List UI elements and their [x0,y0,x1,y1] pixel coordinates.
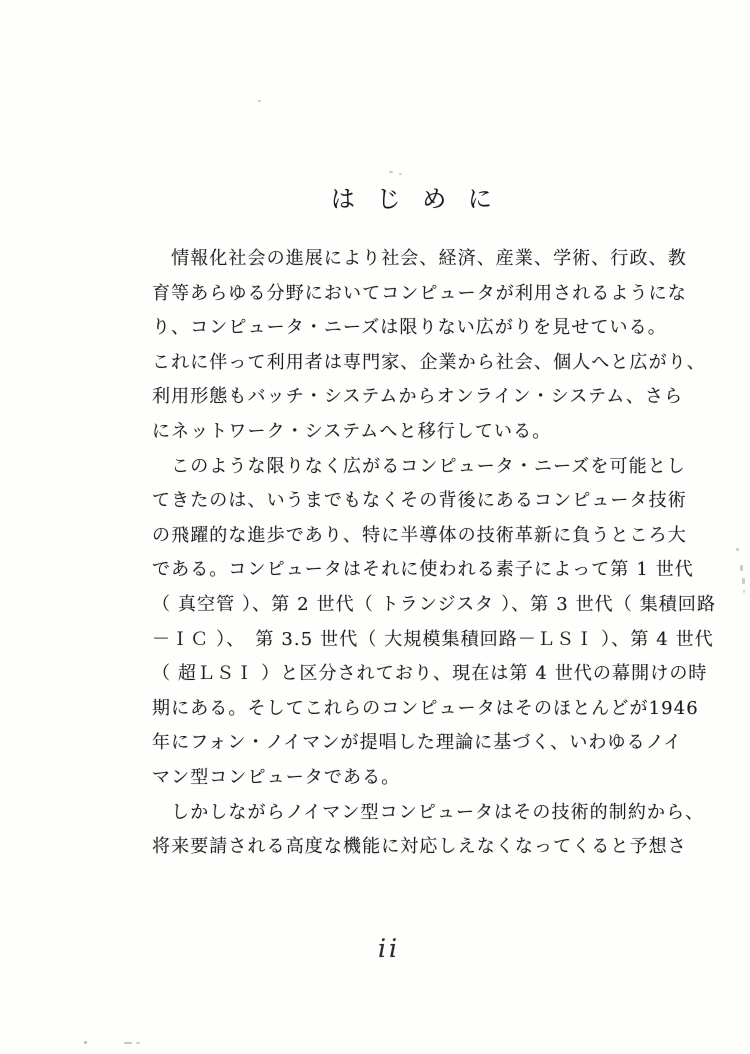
body-line: このような限りなく広がるコンピュータ・ニーズを可能とし [152,455,686,477]
body-line: の飛躍的な進歩であり、特に半導体の技術革新に負うところ大 [152,524,687,546]
body-line: である。コンピュータはそれに使われる素子によって第 1 世代 [152,559,694,581]
scan-speck [740,565,743,571]
scan-speck [743,590,745,593]
scan-speck [389,171,393,173]
body-line: 利用形態もバッチ・システムからオンライン・システム、さら [152,386,684,408]
body-line: 育等あらゆる分野においてコンピュータが利用されるようにな [152,282,687,304]
scan-speck [258,100,261,102]
body-line: てきたのは、いうまでもなくその背後にあるコンピュータ技術 [152,490,687,512]
body-line: （ 真空管 ）、第 2 世代（ トランジスタ ）、第 3 世代（ 集積回路 [152,593,717,615]
body-text-block [152,242,717,865]
body-line: 期にある。そしてこれらのコンピュータはそのほとんどが1946 [152,697,699,719]
body-line: －ＩＣ ）、 第 3.5 世代（ 大規模集積回路－ＬＳＩ ）、第 4 世代 [152,628,714,650]
scan-speck [736,548,739,551]
body-line: （ 超ＬＳＩ ）と区分されており、現在は第 4 世代の幕開けの時 [152,663,708,685]
body-line: マン型コンピュータである。 [152,766,401,788]
page-title: は じ め に [331,185,499,213]
body-line: これに伴って利用者は専門家、企業から社会、個人へと広がり、 [152,351,706,373]
body-line: 情報化社会の進展により社会、経済、産業、学術、行政、教 [152,248,687,269]
scan-speck [399,173,402,175]
body-line: 年にフォン・ノイマンが提唱した理論に基づく、いわゆるノイ [152,732,683,754]
body-line: り、コンピュータ・ニーズは限りない広がりを見せている。 [152,317,667,339]
body-line: にネットワーク・システムへと移行している。 [152,420,552,442]
scan-speck [742,578,745,584]
scan-speck [84,1041,87,1044]
page-number: ii [378,934,400,963]
body-line: しかしながらノイマン型コンピュータはその技術的制約から、 [152,801,705,823]
body-line: 将来要請される高度な機能に対応しえなくなってくると予想さ [152,836,687,858]
scan-speck [136,1042,140,1044]
scan-speck [124,1042,132,1044]
